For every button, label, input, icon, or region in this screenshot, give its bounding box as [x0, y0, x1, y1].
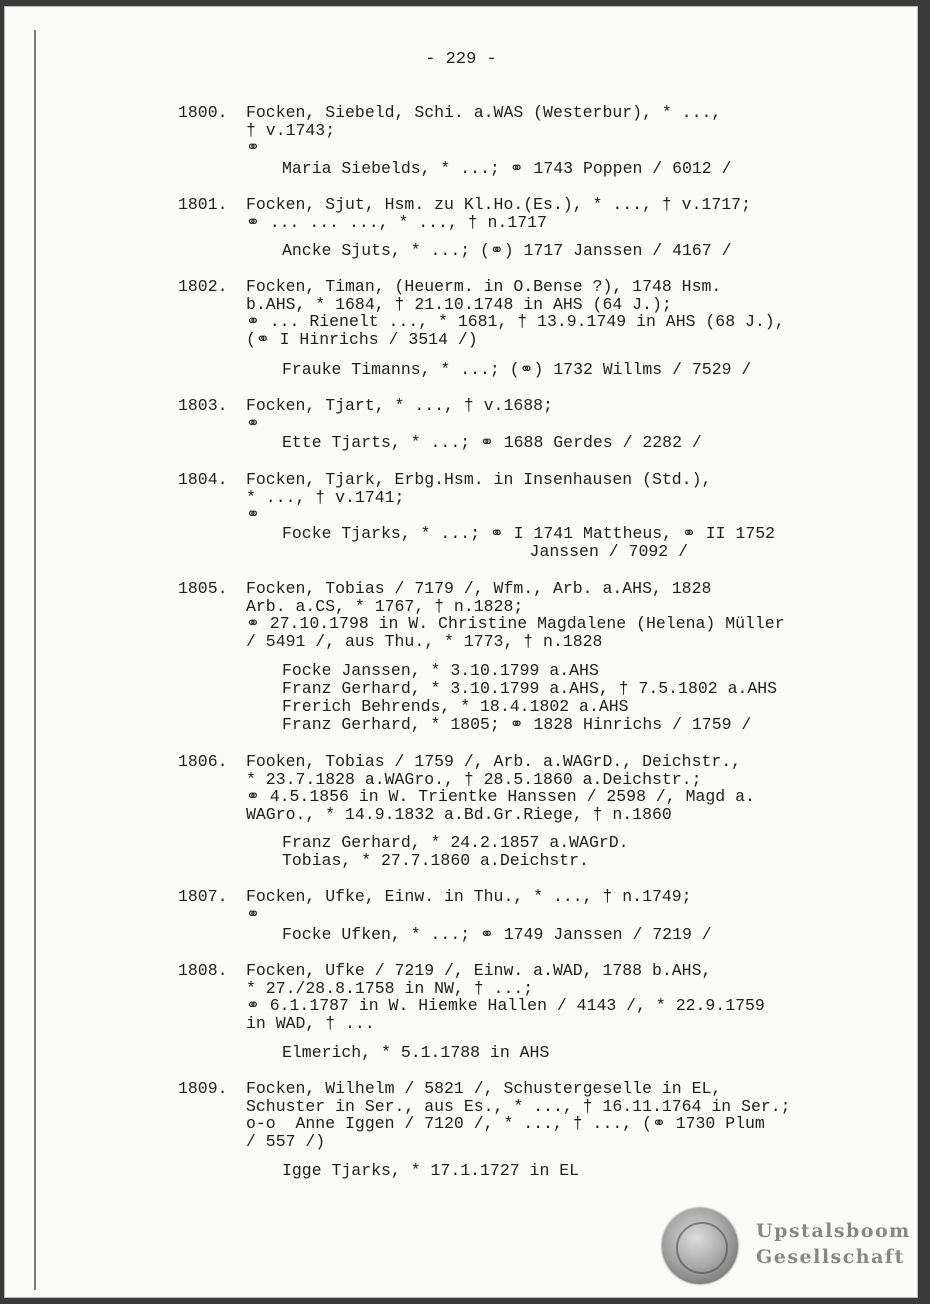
entry-line: (⚭ I Hinrichs / 3514 /)	[246, 329, 478, 349]
child-line: Frauke Timanns, * ...; (⚭) 1732 Willms / 7529 /	[282, 360, 752, 379]
entry-line: * 27./28.8.1758 in NW, † ...;	[246, 978, 534, 998]
child-line: Focke Tjarks, * ...; ⚭ I 1741 Mattheus, ⚭ II 1752	[282, 524, 776, 543]
child-line: Focke Ufken, * ...; ⚭ 1749 Janssen / 7219 /	[282, 925, 712, 944]
child-line: Ancke Sjuts, * ...; (⚭) 1717 Janssen / 4167 /	[282, 241, 732, 260]
entry-number: 1805.	[178, 579, 228, 598]
marriage-symbol: ⚭	[246, 413, 260, 433]
entry-number: 1800.	[178, 103, 228, 122]
entry-text	[246, 1080, 886, 1150]
entry-text	[246, 962, 886, 1032]
child-line: Elmerich, * 5.1.1788 in AHS	[282, 1043, 550, 1062]
entry-text	[246, 104, 886, 157]
entry-line: Focken, Tjart, * ..., † v.1688;	[246, 396, 553, 415]
marriage-symbol: ⚭	[246, 138, 260, 157]
entry-line: Focken, Tjark, Erbg.Hsm. in Insenhausen (Std.),	[246, 470, 712, 489]
child-line: Frerich Behrends, * 18.4.1802 a.AHS	[282, 697, 629, 716]
scan-edge-line	[34, 30, 36, 1290]
entry-text	[246, 397, 886, 432]
entry-line: Fooken, Tobias / 1759 /, Arb. a.WAGrD., Deichstr.,	[246, 752, 742, 771]
entry-line: * ..., † v.1741;	[246, 487, 405, 507]
entry-line: ⚭ ... ... ..., * ..., † n.1717	[246, 212, 547, 232]
entry-line: Focken, Wilhelm / 5821 /, Schustergeselle in EL,	[246, 1079, 722, 1098]
logo-line-1: Upstalsboom	[756, 1220, 911, 1242]
entry-number: 1804.	[178, 470, 228, 489]
entry-line: Focken, Siebeld, Schi. a.WAS (Westerbur), * ...,	[246, 103, 722, 122]
entry-text	[246, 278, 886, 348]
entry-number: 1808.	[178, 961, 228, 980]
entry-number: 1806.	[178, 752, 228, 771]
entry-text	[246, 888, 886, 923]
entry-line: ⚭ 27.10.1798 in W. Christine Magdalene (Helena) Müller	[246, 614, 785, 633]
entry-line: o-o Anne Iggen / 7120 /, * ..., † ..., (⚭ 1730 Plum	[246, 1114, 765, 1133]
entry-line: / 557 /)	[246, 1131, 326, 1151]
entry-text	[246, 753, 886, 823]
entry-line: / 5491 /, aus Thu., * 1773, † n.1828	[246, 631, 603, 651]
child-line: Franz Gerhard, * 1805; ⚭ 1828 Hinrichs / 1759 /	[282, 715, 752, 734]
entry-line: * 23.7.1828 a.WAGro., † 28.5.1860 a.Deichstr.;	[246, 769, 702, 789]
entry-line: Focken, Ufke / 7219 /, Einw. a.WAD, 1788 b.AHS,	[246, 961, 712, 980]
child-line: Focke Janssen, * 3.10.1799 a.AHS	[282, 661, 599, 680]
entry-text	[246, 196, 886, 231]
entry-line: Arb. a.CS, * 1767, † n.1828;	[246, 596, 524, 616]
child-line: Ette Tjarts, * ...; ⚭ 1688 Gerdes / 2282 /	[282, 433, 702, 452]
marriage-symbol: ⚭	[246, 904, 260, 924]
entry-text	[246, 580, 886, 650]
entry-line: ⚭ 6.1.1787 in W. Hiemke Hallen / 4143 /, * 22.9.1759	[246, 996, 765, 1015]
entry-number: 1803.	[178, 396, 228, 415]
entry-line: ⚭ ... Rienelt ..., * 1681, † 13.9.1749 in AHS (68 J.),	[246, 312, 785, 331]
entry-line: WAGro., * 14.9.1832 a.Bd.Gr.Riege, † n.1860	[246, 804, 672, 824]
entry-number: 1801.	[178, 195, 228, 214]
entry-line: in WAD, † ...	[246, 1013, 375, 1033]
entry-number: 1807.	[178, 887, 228, 906]
logo-line-2: Gesellschaft	[756, 1246, 905, 1268]
entry-number: 1802.	[178, 277, 228, 296]
child-line: Franz Gerhard, * 3.10.1799 a.AHS, † 7.5.1802 a.AHS	[282, 679, 778, 698]
document-page	[4, 6, 918, 1298]
entry-number: 1809.	[178, 1079, 228, 1098]
entry-line: ⚭ 4.5.1856 in W. Trientke Hanssen / 2598 /, Magd a.	[246, 787, 755, 806]
entry-line: Focken, Timan, (Heuerm. in O.Bense ?), 1748 Hsm.	[246, 277, 722, 296]
entry-line: Focken, Tobias / 7179 /, Wfm., Arb. a.AHS, 1828	[246, 579, 712, 598]
entry-line: † v.1743;	[246, 120, 336, 140]
child-line: Franz Gerhard, * 24.2.1857 a.WAGrD.	[282, 833, 629, 852]
child-line: Maria Siebelds, * ...; ⚭ 1743 Poppen / 6012 /	[282, 159, 732, 178]
marriage-symbol: ⚭	[246, 505, 260, 524]
entry-text	[246, 471, 886, 524]
child-line: Janssen / 7092 /	[282, 542, 688, 561]
page-number: - 229 -	[425, 50, 497, 69]
society-seal-icon	[662, 1208, 738, 1284]
entry-line: b.AHS, * 1684, † 21.10.1748 in AHS (64 J.);	[246, 294, 672, 314]
entry-line: Schuster in Ser., aus Es., * ..., † 16.11.1764 in Ser.;	[246, 1096, 791, 1116]
entry-line: Focken, Ufke, Einw. in Thu., * ..., † n.1749;	[246, 887, 692, 906]
entry-line: Focken, Sjut, Hsm. zu Kl.Ho.(Es.), * ..., † v.1717;	[246, 195, 751, 214]
child-line: Igge Tjarks, * 17.1.1727 in EL	[282, 1161, 580, 1180]
child-line: Tobias, * 27.7.1860 a.Deichstr.	[282, 851, 589, 870]
